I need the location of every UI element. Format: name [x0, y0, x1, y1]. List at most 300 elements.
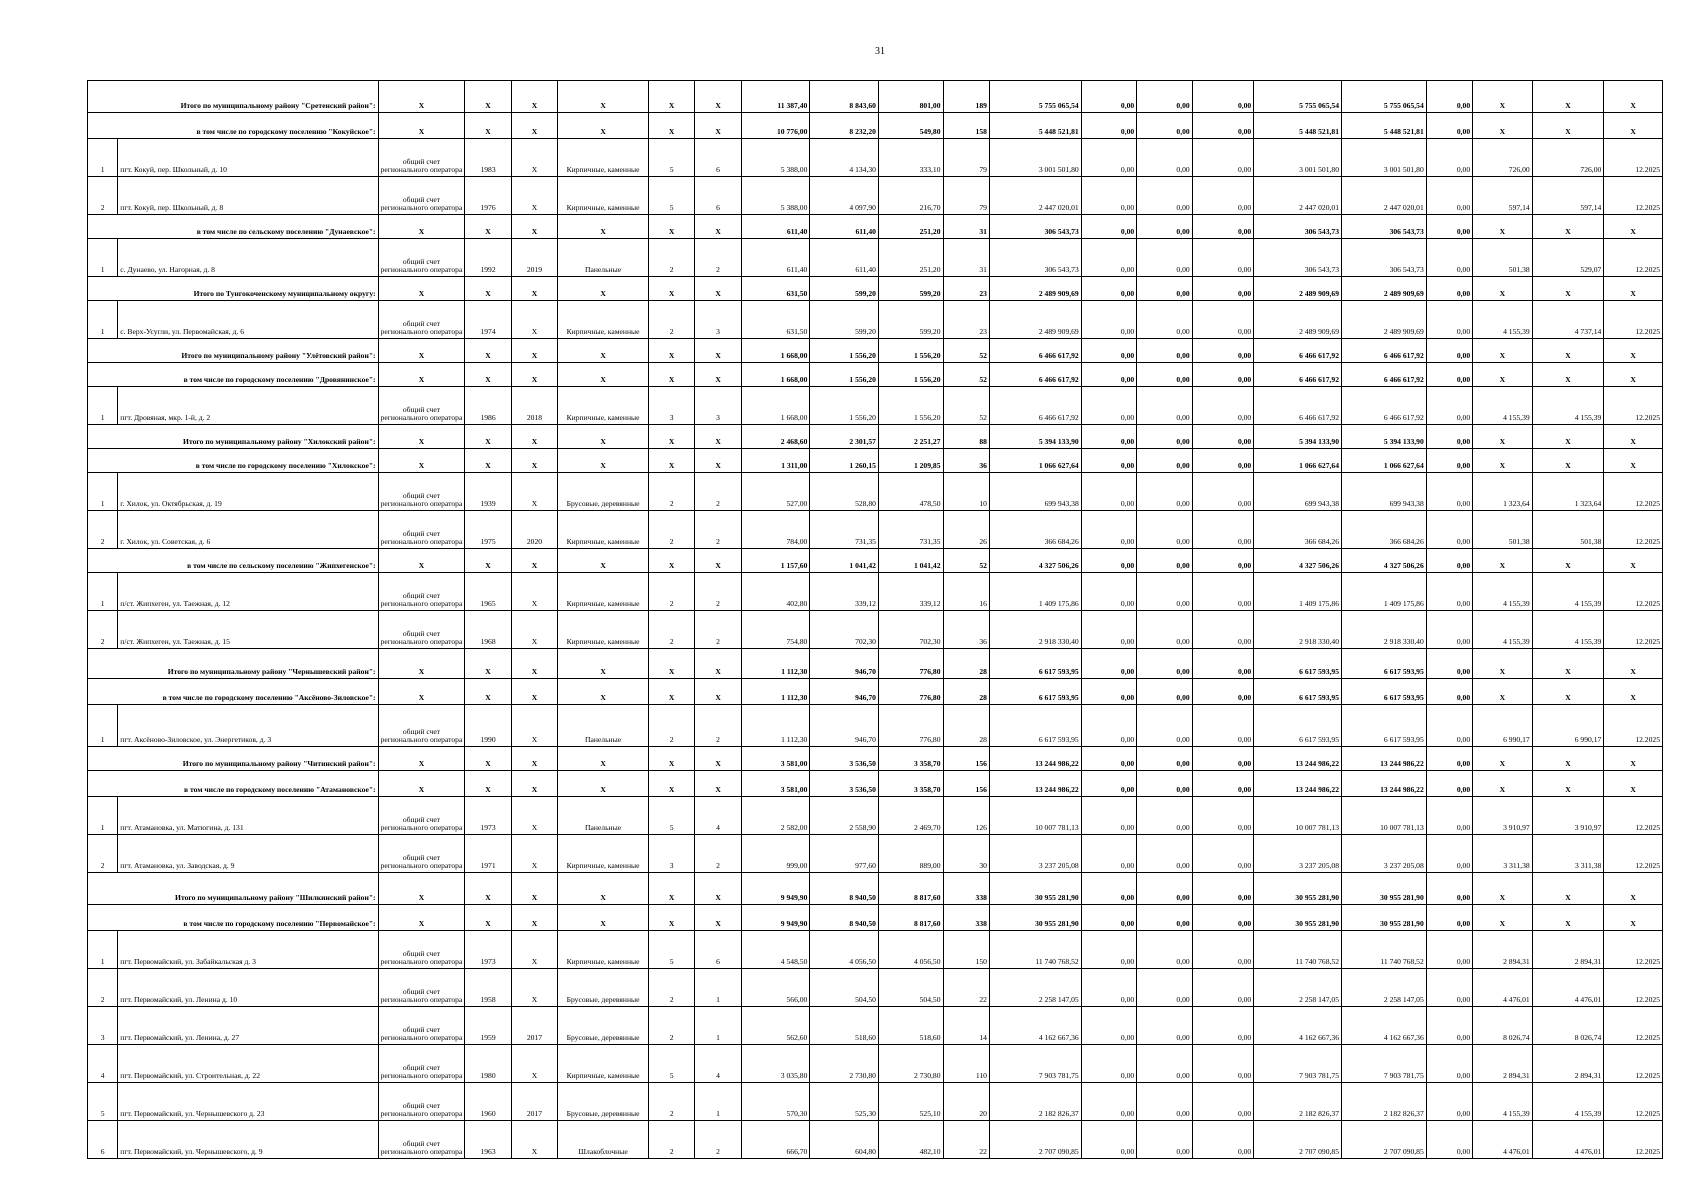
value-cell: 0,00 [1426, 215, 1472, 239]
value-cell: 3 910,97 [1473, 797, 1533, 835]
row-number: 1 [88, 139, 118, 177]
summary-title: Итого по муниципальному району "Шилкинский район": [88, 873, 379, 905]
value-cell: 2 894,31 [1532, 931, 1604, 969]
fund-method: общий счет регионального оператора [378, 177, 465, 215]
value-cell: 699 943,38 [1342, 473, 1427, 511]
value-cell: 4 155,39 [1532, 611, 1604, 649]
value-cell: 216,70 [878, 177, 943, 215]
value-cell: 6 466 617,92 [1254, 387, 1342, 425]
value-cell: 0,00 [1081, 1121, 1136, 1159]
last-repair-year: X [511, 931, 557, 969]
summary-row [88, 363, 1663, 387]
floors: 5 [648, 931, 694, 969]
value-cell: 12.2025 [1604, 139, 1663, 177]
value-cell: 0,00 [1081, 573, 1136, 611]
value-cell: 599,20 [810, 277, 879, 301]
value-cell: 0,00 [1137, 873, 1192, 905]
value-cell: 702,30 [810, 611, 879, 649]
x-mark: X [695, 339, 741, 363]
row-number: 2 [88, 969, 118, 1007]
house-row [88, 1007, 1663, 1045]
floors: 2 [648, 969, 694, 1007]
value-cell: 6 466 617,92 [989, 387, 1081, 425]
entrances: 2 [695, 1121, 741, 1159]
wall-material: Кирпичные, каменные [558, 177, 649, 215]
value-cell: 2 707 090,85 [1254, 1121, 1342, 1159]
x-mark: X [465, 277, 511, 301]
value-cell: 2 894,31 [1473, 931, 1533, 969]
last-repair-year: X [511, 301, 557, 339]
value-cell: 0,00 [1081, 1007, 1136, 1045]
value-cell: 1 556,20 [878, 339, 943, 363]
x-mark: X [465, 905, 511, 931]
value-cell: 0,00 [1137, 339, 1192, 363]
value-cell: 2 730,80 [810, 1045, 879, 1083]
house-row [88, 177, 1663, 215]
x-mark: X [465, 771, 511, 797]
value-cell: 562,60 [741, 1007, 810, 1045]
value-cell: 1 066 627,64 [1254, 449, 1342, 473]
value-cell: 518,60 [878, 1007, 943, 1045]
last-repair-year: X [511, 177, 557, 215]
value-cell: 0,00 [1426, 339, 1472, 363]
x-mark: X [558, 363, 649, 387]
house-address: пгт. Первомайский, ул. Забайкальская д. 3 [118, 931, 378, 969]
value-cell: 6 466 617,92 [989, 339, 1081, 363]
value-cell: 3 311,38 [1532, 835, 1604, 873]
value-cell: 0,00 [1426, 873, 1472, 905]
page-number: 31 [875, 46, 885, 57]
value-cell: 12.2025 [1604, 1045, 1663, 1083]
value-cell: 1 209,85 [878, 449, 943, 473]
commission-year: 1939 [465, 473, 511, 511]
value-cell: 12.2025 [1604, 473, 1663, 511]
entrances: 2 [695, 473, 741, 511]
value-cell: 0,00 [1137, 573, 1192, 611]
summary-row [88, 449, 1663, 473]
value-cell: 31 [943, 239, 989, 277]
value-cell: 79 [943, 139, 989, 177]
value-cell: 0,00 [1081, 931, 1136, 969]
x-mark: X [648, 339, 694, 363]
value-cell: 3 035,80 [741, 1045, 810, 1083]
value-cell: 12.2025 [1604, 797, 1663, 835]
x-mark: X [1604, 649, 1663, 679]
value-cell: 6 617 593,95 [1342, 649, 1427, 679]
row-number: 1 [88, 301, 118, 339]
summary-title: в том числе по городскому поселению "Кокуйское": [88, 113, 379, 139]
value-cell: 0,00 [1137, 1007, 1192, 1045]
value-cell: 5 448 521,81 [1254, 113, 1342, 139]
value-cell: 4 162 667,36 [1342, 1007, 1427, 1045]
value-cell: 3 237 205,08 [1342, 835, 1427, 873]
value-cell: 4 155,39 [1532, 573, 1604, 611]
value-cell: 30 955 281,90 [989, 873, 1081, 905]
value-cell: 150 [943, 931, 989, 969]
value-cell: 1 668,00 [741, 387, 810, 425]
x-mark: X [465, 425, 511, 449]
value-cell: 30 955 281,90 [1254, 873, 1342, 905]
value-cell: 4 155,39 [1532, 1083, 1604, 1121]
value-cell: 0,00 [1081, 905, 1136, 931]
value-cell: 0,00 [1081, 277, 1136, 301]
value-cell: 0,00 [1137, 905, 1192, 931]
x-mark: X [1532, 81, 1604, 113]
x-mark: X [1473, 771, 1533, 797]
value-cell: 16 [943, 573, 989, 611]
value-cell: 599,20 [878, 301, 943, 339]
value-cell: 0,00 [1081, 679, 1136, 705]
x-mark: X [465, 747, 511, 771]
value-cell: 6 617 593,95 [989, 705, 1081, 747]
last-repair-year: X [511, 705, 557, 747]
wall-material: Брусовые, деревянные [558, 1083, 649, 1121]
x-mark: X [648, 363, 694, 387]
x-mark: X [465, 113, 511, 139]
value-cell: 12.2025 [1604, 969, 1663, 1007]
value-cell: 5 755 065,54 [989, 81, 1081, 113]
value-cell: 12.2025 [1604, 835, 1663, 873]
fund-method: общий счет регионального оператора [378, 1121, 465, 1159]
value-cell: 525,10 [878, 1083, 943, 1121]
value-cell: 0,00 [1426, 931, 1472, 969]
x-mark: X [1604, 771, 1663, 797]
value-cell: 2 918 330,40 [989, 611, 1081, 649]
value-cell: 2 447 020,01 [989, 177, 1081, 215]
fund-method: общий счет регионального оператора [378, 797, 465, 835]
floors: 2 [648, 573, 694, 611]
value-cell: 9 949,90 [741, 905, 810, 931]
entrances: 2 [695, 835, 741, 873]
x-mark: X [1532, 425, 1604, 449]
x-mark: X [648, 277, 694, 301]
value-cell: 0,00 [1192, 611, 1254, 649]
value-cell: 0,00 [1081, 705, 1136, 747]
value-cell: 528,80 [810, 473, 879, 511]
value-cell: 4 155,39 [1473, 301, 1533, 339]
value-cell: 2 730,80 [878, 1045, 943, 1083]
x-mark: X [1532, 771, 1604, 797]
value-cell: 2 182 826,37 [1254, 1083, 1342, 1121]
value-cell: 366 684,26 [1342, 511, 1427, 549]
value-cell: 0,00 [1192, 425, 1254, 449]
value-cell: 8 232,20 [810, 113, 879, 139]
x-mark: X [378, 649, 465, 679]
house-row [88, 473, 1663, 511]
value-cell: 12.2025 [1604, 931, 1663, 969]
summary-row [88, 747, 1663, 771]
x-mark: X [1473, 113, 1533, 139]
x-mark: X [1473, 649, 1533, 679]
house-address: пгт. Аксёново-Зиловское, ул. Энергетиков, д. 3 [118, 705, 378, 747]
summary-title: в том числе по городскому поселению "Дровянинское": [88, 363, 379, 387]
x-mark: X [648, 113, 694, 139]
value-cell: 339,12 [810, 573, 879, 611]
value-cell: 801,00 [878, 81, 943, 113]
value-cell: 1 112,30 [741, 679, 810, 705]
value-cell: 2 469,70 [878, 797, 943, 835]
value-cell: 0,00 [1426, 387, 1472, 425]
floors: 2 [648, 301, 694, 339]
value-cell: 6 990,17 [1473, 705, 1533, 747]
value-cell: 13 244 986,22 [989, 747, 1081, 771]
wall-material: Кирпичные, каменные [558, 387, 649, 425]
value-cell: 366 684,26 [1254, 511, 1342, 549]
fund-method: общий счет регионального оператора [378, 387, 465, 425]
value-cell: 0,00 [1137, 277, 1192, 301]
value-cell: 11 740 768,52 [989, 931, 1081, 969]
value-cell: 6 617 593,95 [1342, 679, 1427, 705]
house-row [88, 1045, 1663, 1083]
value-cell: 0,00 [1426, 113, 1472, 139]
value-cell: 0,00 [1081, 473, 1136, 511]
x-mark: X [1604, 113, 1663, 139]
value-cell: 0,00 [1426, 549, 1472, 573]
value-cell: 1 041,42 [878, 549, 943, 573]
value-cell: 4 134,30 [810, 139, 879, 177]
fund-method: общий счет регионального оператора [378, 969, 465, 1007]
entrances: 3 [695, 387, 741, 425]
value-cell: 4 056,50 [810, 931, 879, 969]
fund-method: общий счет регионального оператора [378, 511, 465, 549]
last-repair-year: X [511, 1121, 557, 1159]
value-cell: 30 955 281,90 [1254, 905, 1342, 931]
value-cell: 0,00 [1137, 611, 1192, 649]
x-mark: X [1473, 425, 1533, 449]
value-cell: 611,40 [741, 215, 810, 239]
value-cell: 189 [943, 81, 989, 113]
value-cell: 156 [943, 747, 989, 771]
house-address: пгт. Дровяная, мкр. 1-й, д. 2 [118, 387, 378, 425]
value-cell: 0,00 [1426, 611, 1472, 649]
x-mark: X [695, 905, 741, 931]
row-number: 1 [88, 473, 118, 511]
summary-title: Итого по муниципальному району "Сретенский район": [88, 81, 379, 113]
value-cell: 0,00 [1192, 449, 1254, 473]
value-cell: 1 556,20 [810, 363, 879, 387]
x-mark: X [1473, 81, 1533, 113]
value-cell: 0,00 [1137, 549, 1192, 573]
commission-year: 1976 [465, 177, 511, 215]
entrances: 2 [695, 239, 741, 277]
house-address: пгт. Первомайский, ул. Чернышевского, д. 9 [118, 1121, 378, 1159]
value-cell: 3 581,00 [741, 747, 810, 771]
value-cell: 30 [943, 835, 989, 873]
value-cell: 0,00 [1137, 363, 1192, 387]
wall-material: Брусовые, деревянные [558, 473, 649, 511]
value-cell: 2 489 909,69 [989, 277, 1081, 301]
wall-material: Кирпичные, каменные [558, 573, 649, 611]
value-cell: 0,00 [1426, 649, 1472, 679]
value-cell: 23 [943, 277, 989, 301]
commission-year: 1958 [465, 969, 511, 1007]
value-cell: 702,30 [878, 611, 943, 649]
commission-year: 1973 [465, 931, 511, 969]
value-cell: 14 [943, 1007, 989, 1045]
house-address: пгт. Первомайский, ул. Чернышевского д. 23 [118, 1083, 378, 1121]
value-cell: 0,00 [1426, 301, 1472, 339]
value-cell: 0,00 [1426, 905, 1472, 931]
value-cell: 1 409 175,86 [1342, 573, 1427, 611]
entrances: 1 [695, 1083, 741, 1121]
x-mark: X [1604, 425, 1663, 449]
value-cell: 0,00 [1192, 473, 1254, 511]
value-cell: 0,00 [1137, 1121, 1192, 1159]
value-cell: 306 543,73 [1342, 215, 1427, 239]
x-mark: X [465, 873, 511, 905]
fund-method: общий счет регионального оператора [378, 705, 465, 747]
floors: 2 [648, 239, 694, 277]
value-cell: 504,50 [878, 969, 943, 1007]
value-cell: 889,00 [878, 835, 943, 873]
house-row [88, 387, 1663, 425]
x-mark: X [378, 873, 465, 905]
value-cell: 1 556,20 [878, 387, 943, 425]
value-cell: 0,00 [1137, 177, 1192, 215]
house-address: пгт. Первомайский, ул. Ленина д. 10 [118, 969, 378, 1007]
value-cell: 946,70 [810, 649, 879, 679]
x-mark: X [695, 649, 741, 679]
value-cell: 0,00 [1137, 679, 1192, 705]
value-cell: 731,35 [810, 511, 879, 549]
value-cell: 2 489 909,69 [1254, 277, 1342, 301]
value-cell: 529,07 [1532, 239, 1604, 277]
fund-method: общий счет регионального оператора [378, 1045, 465, 1083]
x-mark: X [1532, 363, 1604, 387]
floors: 2 [648, 473, 694, 511]
value-cell: 12.2025 [1604, 1121, 1663, 1159]
floors: 5 [648, 797, 694, 835]
value-cell: 30 955 281,90 [989, 905, 1081, 931]
value-cell: 28 [943, 705, 989, 747]
value-cell: 0,00 [1192, 511, 1254, 549]
wall-material: Кирпичные, каменные [558, 835, 649, 873]
summary-title: в том числе по городскому поселению "Хилокское": [88, 449, 379, 473]
x-mark: X [465, 363, 511, 387]
x-mark: X [1604, 679, 1663, 705]
value-cell: 0,00 [1137, 747, 1192, 771]
x-mark: X [558, 747, 649, 771]
value-cell: 631,50 [741, 301, 810, 339]
value-cell: 6 466 617,92 [1342, 363, 1427, 387]
floors: 5 [648, 139, 694, 177]
x-mark: X [465, 549, 511, 573]
house-address: с. Дунаево, ул. Нагорная, д. 8 [118, 239, 378, 277]
house-address: п/ст. Жипхеген, ул. Таежная, д. 15 [118, 611, 378, 649]
value-cell: 4 476,01 [1532, 969, 1604, 1007]
x-mark: X [648, 771, 694, 797]
x-mark: X [1473, 449, 1533, 473]
capital-repair-table [87, 80, 1663, 1159]
value-cell: 2 918 330,40 [1254, 611, 1342, 649]
house-row [88, 139, 1663, 177]
entrances: 2 [695, 705, 741, 747]
x-mark: X [558, 113, 649, 139]
value-cell: 333,10 [878, 139, 943, 177]
row-number: 2 [88, 511, 118, 549]
x-mark: X [1473, 339, 1533, 363]
x-mark: X [511, 873, 557, 905]
x-mark: X [695, 215, 741, 239]
wall-material: Шлакоблочные [558, 1121, 649, 1159]
value-cell: 158 [943, 113, 989, 139]
value-cell: 0,00 [1081, 511, 1136, 549]
summary-title: Итого по Тунгокоченскому муниципальному округу: [88, 277, 379, 301]
value-cell: 110 [943, 1045, 989, 1083]
value-cell: 611,40 [810, 239, 879, 277]
x-mark: X [1532, 747, 1604, 771]
last-repair-year: 2018 [511, 387, 557, 425]
value-cell: 2 182 826,37 [989, 1083, 1081, 1121]
value-cell: 501,38 [1532, 511, 1604, 549]
last-repair-year: X [511, 969, 557, 1007]
x-mark: X [1604, 549, 1663, 573]
value-cell: 0,00 [1426, 81, 1472, 113]
fund-method: общий счет регионального оператора [378, 139, 465, 177]
value-cell: 776,80 [878, 649, 943, 679]
wall-material: Брусовые, деревянные [558, 969, 649, 1007]
value-cell: 726,00 [1473, 139, 1533, 177]
value-cell: 4 476,01 [1473, 1121, 1533, 1159]
value-cell: 3 358,70 [878, 771, 943, 797]
floors: 3 [648, 387, 694, 425]
last-repair-year: X [511, 473, 557, 511]
value-cell: 699 943,38 [989, 473, 1081, 511]
value-cell: 12.2025 [1604, 511, 1663, 549]
row-number: 1 [88, 573, 118, 611]
commission-year: 1963 [465, 1121, 511, 1159]
floors: 2 [648, 511, 694, 549]
x-mark: X [1532, 649, 1604, 679]
x-mark: X [511, 649, 557, 679]
value-cell: 1 409 175,86 [1254, 573, 1342, 611]
value-cell: 306 543,73 [1254, 239, 1342, 277]
value-cell: 1 066 627,64 [989, 449, 1081, 473]
x-mark: X [465, 215, 511, 239]
x-mark: X [648, 215, 694, 239]
x-mark: X [378, 905, 465, 931]
value-cell: 0,00 [1081, 449, 1136, 473]
row-number: 3 [88, 1007, 118, 1045]
value-cell: 0,00 [1137, 771, 1192, 797]
x-mark: X [511, 363, 557, 387]
value-cell: 4 162 667,36 [1254, 1007, 1342, 1045]
value-cell: 4 056,50 [878, 931, 943, 969]
value-cell: 0,00 [1192, 549, 1254, 573]
value-cell: 2 301,57 [810, 425, 879, 449]
house-row [88, 301, 1663, 339]
x-mark: X [378, 747, 465, 771]
value-cell: 4 155,39 [1473, 1083, 1533, 1121]
last-repair-year: X [511, 139, 557, 177]
value-cell: 0,00 [1192, 771, 1254, 797]
fund-method: общий счет регионального оператора [378, 1083, 465, 1121]
last-repair-year: 2017 [511, 1083, 557, 1121]
value-cell: 0,00 [1426, 679, 1472, 705]
value-cell: 8 940,50 [810, 905, 879, 931]
summary-row [88, 113, 1663, 139]
last-repair-year: X [511, 797, 557, 835]
value-cell: 0,00 [1426, 139, 1472, 177]
value-cell: 11 740 768,52 [1254, 931, 1342, 969]
commission-year: 1959 [465, 1007, 511, 1045]
wall-material: Кирпичные, каменные [558, 139, 649, 177]
value-cell: 0,00 [1192, 1045, 1254, 1083]
summary-title: Итого по муниципальному району "Улётовский район": [88, 339, 379, 363]
x-mark: X [648, 873, 694, 905]
x-mark: X [695, 549, 741, 573]
value-cell: 2 707 090,85 [989, 1121, 1081, 1159]
